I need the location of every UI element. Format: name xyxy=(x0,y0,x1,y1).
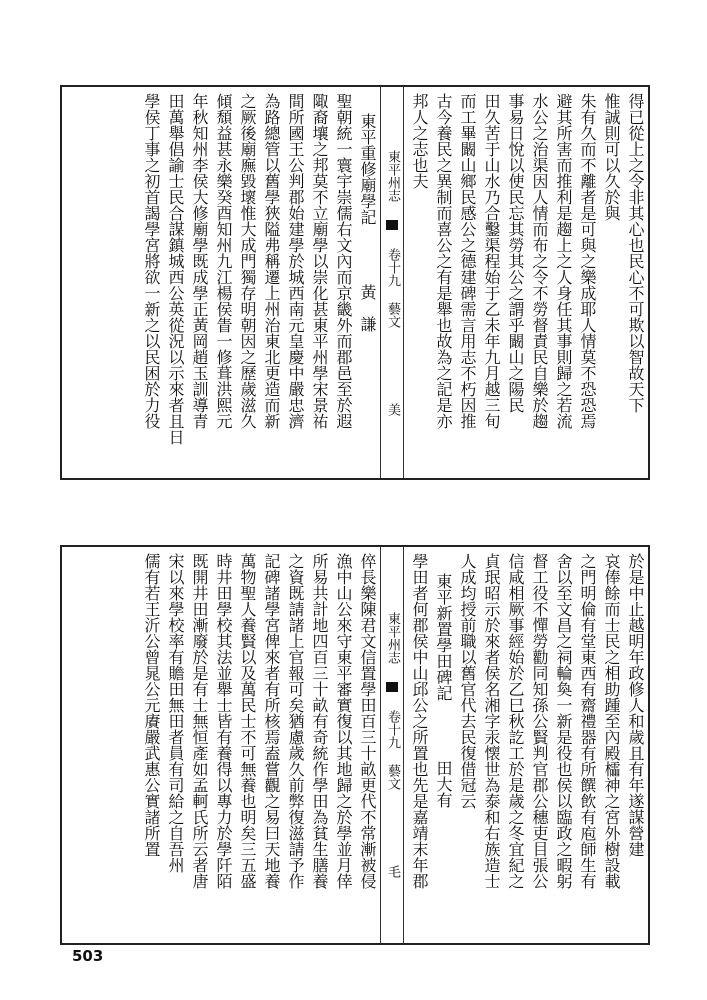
text-column: 田久苦于山水乃合鑿渠程始于乙未年九月越三旬 xyxy=(482,93,501,429)
text-column: 陬裔壤之邦莫不立廟學以崇化甚東平州學宋景祐 xyxy=(310,93,329,429)
text-column: 事易日悅以使民忘其勞其公之謂乎闞山之陽民 xyxy=(506,93,525,413)
text-column: 學田者何郡侯中山邱公之所置也先是嘉靖末年郡 xyxy=(410,553,429,889)
text-column: 哀俸餘而士民之相助踵至內殿櫺神之宮外樹設載 xyxy=(602,553,621,889)
title-text: 東平重修廟學記 xyxy=(358,113,377,225)
top-text-panel xyxy=(60,85,650,480)
text-column: 水公之治渠因人情而布之令不勞督責民自樂於趨 xyxy=(530,93,549,429)
text-column: 聖朝統一寰宇崇儒右文內而京畿外而郡邑至於遐 xyxy=(334,93,353,429)
text-column: 儒有若王沂公曾晁公元賡嚴武惠公實諸所置 xyxy=(142,553,161,857)
section-title xyxy=(435,553,452,937)
bottom-text-panel xyxy=(60,545,650,945)
gutter-juan: 卷十九 xyxy=(385,247,400,287)
text-column: 為路總管以舊學狹隘弗稱遷上州治東北更造而新 xyxy=(262,93,281,429)
gutter-section: 藝文 xyxy=(385,764,400,790)
text-column: 舍以至文昌之祠輪奐一新是役也侯以臨政之暇躬 xyxy=(554,553,573,889)
text-column: 於是中止越明年政修人和歲且有年遂謀營建 xyxy=(626,553,645,857)
text-column: 避其所害而推利是趨上之人身任其事則歸之若流 xyxy=(554,93,573,429)
gutter-leaf: 毛 xyxy=(385,865,400,878)
gutter-title: 東平州志 xyxy=(385,612,400,664)
text-column: 而工畢闞山鄉民感公之德建碑需言用志不朽因推 xyxy=(458,93,477,429)
text-column: 所易共計地四百三十畝有奇統作學田為貧生膳養 xyxy=(310,553,329,889)
text-column: 惟誠則可以久於與 xyxy=(602,93,621,221)
text-column: 時井田學校其法並舉士皆有養得以專力於學阡陌 xyxy=(214,553,233,889)
text-column: 之資既請諸上官報可矣猶慮歲久前弊復滋請予作 xyxy=(286,553,305,889)
text-column: 宋以來學校率有贍田無田者員有司給之自吾州 xyxy=(166,553,185,873)
text-column: 年秋知州李侯大修廟學既成學正黃岡趙玉訓導青 xyxy=(190,93,209,429)
page-gutter xyxy=(380,87,404,478)
text-column: 古今養民之異制而喜公之有是舉也故為之記是亦 xyxy=(434,93,453,429)
text-column: 之門明倫有堂東西有齋禮器有所饌飲有庖師生有 xyxy=(578,553,597,889)
gutter-section: 藝文 xyxy=(385,301,400,328)
gutter-juan: 卷十九 xyxy=(385,710,400,749)
fishtail-mark-icon xyxy=(386,220,398,230)
text-column: 督工役不憚勞勸同知孫公賢判官郡公穗吏目張公 xyxy=(530,553,549,889)
text-column: 傾頹益甚永樂癸酉知州九江楊侯眚一修葺洪熙元 xyxy=(214,93,233,429)
page-gutter xyxy=(380,547,404,943)
text-column: 既開井田漸廢於是有士無恒產如孟軻氏所云者唐 xyxy=(190,553,209,889)
author-name: 黃 謙 xyxy=(358,284,377,332)
text-column: 人成均授前職以舊官代去民復借冠云 xyxy=(458,553,477,809)
gutter-leaf: 美 xyxy=(385,402,400,416)
text-column: 萬物聖人養賢以及萬民士不可無養也明矣三五盛 xyxy=(238,553,257,889)
section-title xyxy=(359,93,376,472)
gutter-title: 東平州志 xyxy=(385,149,400,202)
text-column: 信咸相厥事經始於乙巳秋訖工於是歲之冬宜紀之 xyxy=(506,553,525,889)
fishtail-mark-icon xyxy=(386,682,398,692)
text-column: 之厥後廟廡毀壞惟大成門獨存明朝因之歷歲滋久 xyxy=(238,93,257,429)
text-column: 漁中山公來守東平審實復以其地歸之於學並月倖 xyxy=(334,553,353,889)
title-text: 東平新置學田碑記 xyxy=(434,573,453,701)
page-number: 503 xyxy=(72,947,104,965)
text-column: 記碑諸學宮俾來者有所核焉盍嘗觀之易曰天地養 xyxy=(262,553,281,889)
text-column: 間所國王公判郡始建學於城西南元皇慶中嚴忠濟 xyxy=(286,93,305,429)
text-column: 貞珉昭示於來者侯名湘字汞懐世為泰和右族造士 xyxy=(482,553,501,889)
author-name: 田大有 xyxy=(434,760,453,808)
text-column: 倅長樂陳君文信置學田百三十畝更代不常漸被侵 xyxy=(358,553,377,889)
text-column: 學侯丁事之初首謁學宮將欲一新之以民困於力役 xyxy=(142,93,161,429)
text-column: 得已從上之令非其心也民心不可欺以智故天下 xyxy=(626,93,645,413)
text-column: 朱有久而不離者是可與之樂成耶人情莫不恐恐焉 xyxy=(578,93,597,429)
text-column: 田萬舉倡諭士民合謀鎮城西公英從況以示來者且日 xyxy=(166,93,185,445)
text-column: 邦人之志也夫 xyxy=(410,93,429,189)
